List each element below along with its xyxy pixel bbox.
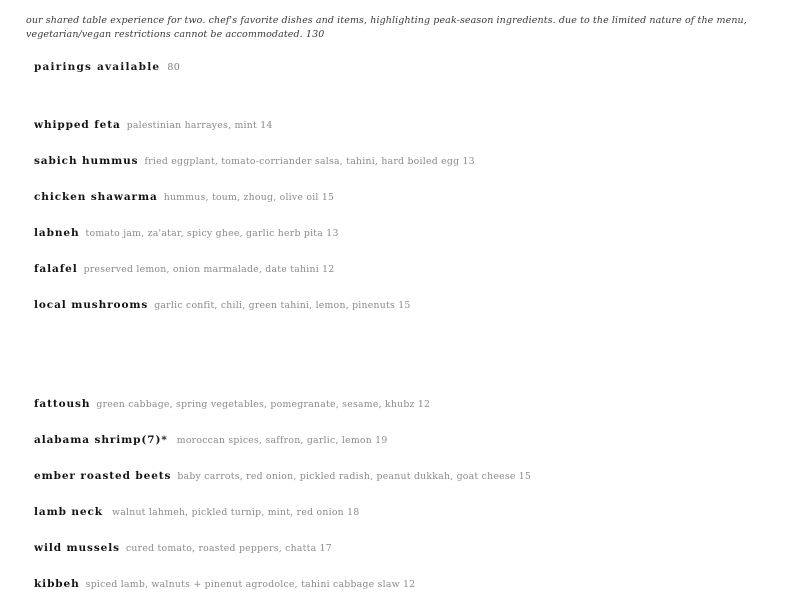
menu-item <box>34 118 774 154</box>
menu-intro-text: our shared table experience for two. chef's favorite dishes and items, highlighting peak-season ingredients. due to the limited nature of the menu, vegetarian/vegan restrictions cannot be accommodated. 130 <box>26 15 747 40</box>
menu-section-small-plates <box>34 118 774 334</box>
menu-item-description: baby carrots, red onion, pickled radish, peanut dukkah, goat cheese 15 <box>177 471 532 482</box>
menu-item-description: garlic confit, chili, green tahini, lemon, pinenuts 15 <box>154 300 411 311</box>
menu-item <box>34 397 774 433</box>
menu-item-name: labneh <box>34 227 80 239</box>
menu-item-description: tomato jam, za'atar, spicy ghee, garlic herb pita 13 <box>85 228 339 239</box>
menu-item-name: sabich hummus <box>34 155 139 167</box>
menu-item <box>34 469 774 505</box>
menu-item-name: chicken shawarma <box>34 191 158 203</box>
menu-item <box>34 541 774 577</box>
menu-item-name: whipped feta <box>34 119 121 131</box>
menu-item-name: lamb neck <box>34 506 103 518</box>
menu-item <box>34 190 774 226</box>
pairings-price: 80 <box>167 62 181 73</box>
menu-item-description: green cabbage, spring vegetables, pomegranate, sesame, khubz 12 <box>96 399 431 410</box>
menu-item-description: walnut lahmeh, pickled turnip, mint, red onion 18 <box>111 507 360 518</box>
menu-item-description: preserved lemon, onion marmalade, date tahini 12 <box>83 264 335 275</box>
menu-item <box>34 262 774 298</box>
menu-item <box>34 226 774 262</box>
menu-item-name: local mushrooms <box>34 299 149 311</box>
menu-item-description: cured tomato, roasted peppers, chatta 17 <box>125 543 332 554</box>
menu-item-name: kibbeh <box>34 578 80 590</box>
menu-item-description: fried eggplant, tomato-corriander salsa, tahini, hard boiled egg 13 <box>144 156 475 167</box>
menu-item <box>34 577 774 600</box>
menu-section-large-plates <box>34 397 774 600</box>
menu-item-name: fattoush <box>34 398 91 410</box>
pairings-label: pairings available <box>34 61 161 73</box>
menu-item-description: palestinian harrayes, mint 14 <box>126 120 273 131</box>
menu-item-description: moroccan spices, saffron, garlic, lemon 19 <box>176 435 388 446</box>
menu-item-description: hummus, toum, zhoug, olive oil 15 <box>163 192 335 203</box>
menu-item-description: spiced lamb, walnuts + pinenut agrodolce, tahini cabbage slaw 12 <box>85 579 416 590</box>
pairings-line <box>34 61 180 73</box>
menu-item-name: falafel <box>34 263 78 275</box>
menu-item <box>34 505 774 541</box>
menu-item <box>34 298 774 334</box>
menu-item-name: wild mussels <box>34 542 120 554</box>
menu-item <box>34 154 774 190</box>
menu-item-name: ember roasted beets <box>34 470 172 482</box>
menu-item-name: alabama shrimp(7)* <box>34 434 168 446</box>
menu-item <box>34 433 774 469</box>
